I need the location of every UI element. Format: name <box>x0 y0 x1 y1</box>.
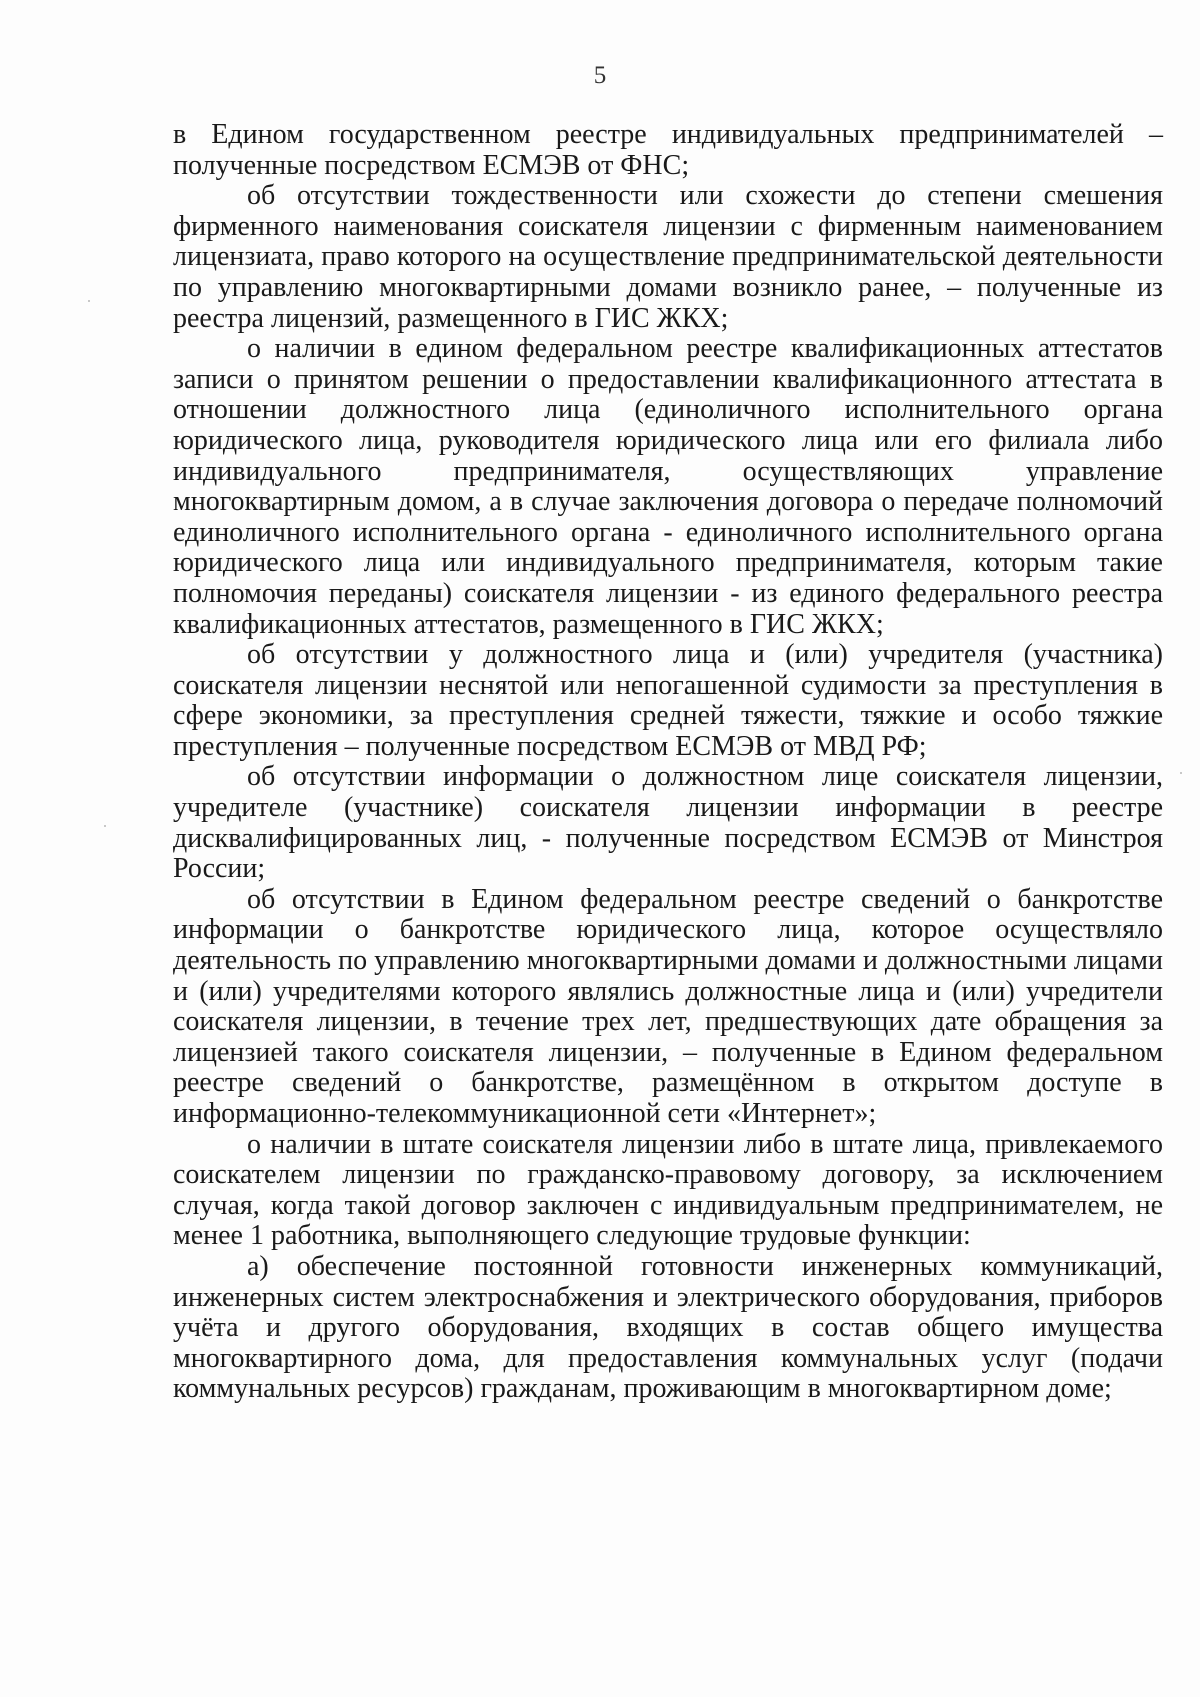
paragraph-egrip-fns: в Едином государственном реестре индивидуальных предпринимателей – полученные посредством ЕСМЭВ от ФНС; <box>173 119 1163 181</box>
scan-speck <box>104 825 106 827</box>
paragraph-criminal-record: об отсутствии у должностного лица и (или) учредителя (участника) соискателя лицензии неснятой или непогашенной судимости за преступления в сфере экономики, за преступления средней тяжести, тяжкие и особо тяжкие преступления – полученные посредством ЕСМЭВ от МВД РФ; <box>173 639 1163 762</box>
paragraph-bankruptcy-registry: об отсутствии в Едином федеральном реестре сведений о банкротстве информации о банкротстве юридического лица, которое осуществляло деятельность по управлению многоквартирными домами и должностными лицами и (или) учредителями которого являлись должностные лица и (или) учредители соискателя лицензии, в течение трех лет, предшествующих дате обращения за лицензией такого соискателя лицензии, – полученные в Едином федеральном реестре сведений о банкротстве, размещённом в открытом доступе в информационно-телекоммуникационной сети «Интернет»; <box>173 883 1163 1129</box>
paragraph-qualification-certificate: о наличии в едином федеральном реестре квалификационных аттестатов записи о принятом решении о предоставлении квалификационного аттестата в отношении должностного лица (единоличного исполнительного органа юридического лица, руководителя юридического лица или его филиала либо индивидуального предпринимателя, осуществляющих управление многоквартирным домом, а в случае заключения договора о передаче полномочий единоличного исполнительного органа - единоличного исполнительного органа юридического лица или индивидуального предпринимателя, которым такие полномочия переданы) соискателя лицензии - из единого федерального реестра квалификационных аттестатов, размещенного в ГИС ЖКХ; <box>173 333 1163 640</box>
paragraph-item-a-engineering: а) обеспечение постоянной готовности инженерных коммуникаций, инженерных систем электроснабжения и электрического оборудования, приборов учёта и другого оборудования, входящих в состав общего имущества многоквартирного дома, для предоставления коммунальных услуг (подачи коммунальных ресурсов) гражданам, проживающим в многоквартирном доме; <box>173 1250 1163 1405</box>
scan-speck <box>88 300 90 302</box>
scan-speck <box>1180 772 1182 774</box>
document-body <box>173 120 1163 1405</box>
page-number: 5 <box>593 62 607 89</box>
paragraph-firm-name-identity: об отсутствии тождественности или схожести до степени смешения фирменного наименования соискателя лицензии с фирменным наименованием лицензиата, право которого на осуществление предпринимательской деятельности по управлению многоквартирными домами возникло ранее, – полученные из реестра лицензий, размещенного в ГИС ЖКХ; <box>173 180 1163 334</box>
paragraph-disqualified-persons: об отсутствии информации о должностном лице соискателя лицензии, учредителе (участнике) соискателя лицензии информации в реестре дисквалифицированных лиц, - полученные посредством ЕСМЭВ от Минстроя России; <box>173 761 1163 885</box>
paragraph-staff-requirement: о наличии в штате соискателя лицензии либо в штате лица, привлекаемого соискателем лицензии по гражданско-правовому договору, за исключением случая, когда такой договор заключен с индивидуальным предпринимателем, не менее 1 работника, выполняющего следующие трудовые функции: <box>173 1128 1163 1252</box>
